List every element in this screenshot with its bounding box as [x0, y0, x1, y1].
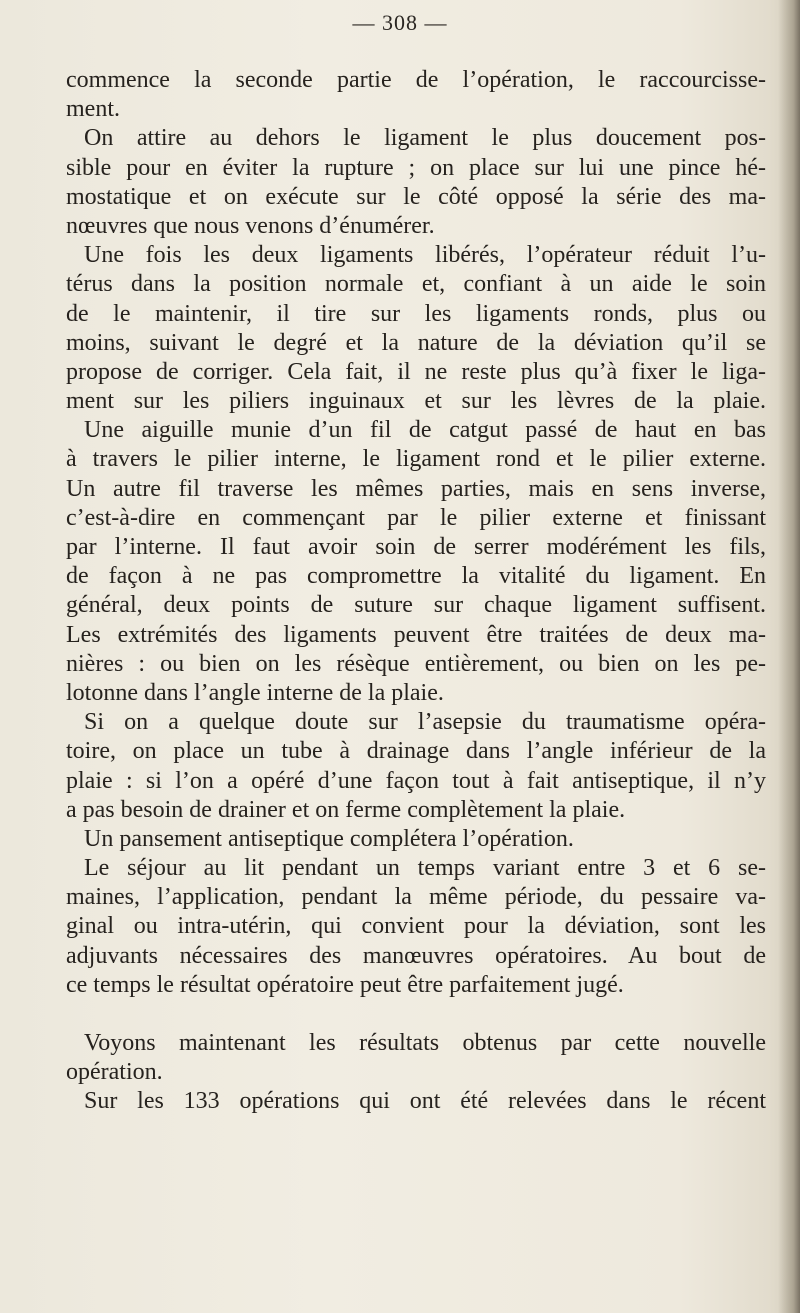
text-line: Voyons maintenant les résultats obtenus par cette nouvelle	[84, 1030, 766, 1056]
text-line: général, deux points de suture sur chaque ligament suffisent.	[66, 592, 766, 619]
paragraph-3	[66, 241, 766, 416]
text-line: mostatique et on exécute sur le côté opposé la série des ma-	[66, 183, 766, 210]
text-line: Sur les 133 opérations qui ont été relevées dans le récent	[84, 1088, 766, 1115]
page-number: — 308 —	[352, 10, 448, 35]
text-line: ment.	[66, 96, 120, 123]
text-line: par l’interne. Il faut avoir soin de serrer modérément les fils,	[66, 534, 766, 560]
text-line: On attire au dehors le ligament le plus doucement pos-	[84, 125, 766, 152]
text-line: adjuvants nécessaires des manœuvres opératoires. Au bout de	[66, 942, 766, 969]
text-line: ce temps le résultat opératoire peut être parfaitement jugé.	[66, 971, 624, 998]
text-line: Un autre fil traverse les mêmes parties, mais en sens inverse,	[66, 475, 766, 502]
text-line: Si on a quelque doute sur l’asepsie du traumatisme opéra-	[84, 709, 766, 736]
text-line: ment sur les piliers inguinaux et sur les lèvres de la plaie.	[66, 388, 766, 415]
paragraph-4	[66, 416, 766, 708]
body-text	[66, 66, 766, 1117]
text-line: moins, suivant le degré et la nature de la déviation qu’il se	[66, 329, 766, 356]
text-line: de le maintenir, il tire sur les ligaments ronds, plus ou	[66, 300, 766, 327]
paragraph-8	[66, 1029, 766, 1087]
paragraph-2	[66, 124, 766, 241]
text-line: ginal ou intra-utérin, qui convient pour la déviation, sont les	[66, 913, 766, 940]
text-line: Une fois les deux ligaments libérés, l’opérateur réduit l’u-	[84, 242, 766, 269]
text-line: c’est-à-dire en commençant par le pilier externe et finissant	[66, 504, 766, 531]
text-line: à travers le pilier interne, le ligament rond et le pilier externe.	[66, 446, 766, 473]
paragraph-9	[66, 1087, 766, 1116]
section-gap	[66, 1000, 766, 1029]
text-line: propose de corriger. Cela fait, il ne reste plus qu’à fixer le liga-	[66, 358, 766, 385]
text-line: commence la seconde partie de l’opération, le raccourcisse-	[66, 67, 766, 93]
text-line: toire, on place un tube à drainage dans l’angle inférieur de la	[66, 738, 766, 765]
text-line: Les extrémités des ligaments peuvent être traitées de deux ma-	[66, 621, 766, 648]
paragraph-7	[66, 854, 766, 1000]
paragraph-6	[66, 825, 766, 854]
text-line: de façon à ne pas compromettre la vitalité du ligament. En	[66, 563, 766, 590]
text-line: maines, l’application, pendant la même période, du pessaire va-	[66, 884, 766, 911]
text-line: nœuvres que nous venons d’énumérer.	[66, 212, 435, 239]
text-line: Le séjour au lit pendant un temps variant entre 3 et 6 se-	[84, 855, 766, 882]
paragraph-5	[66, 708, 766, 825]
text-line: plaie : si l’on a opéré d’une façon tout à fait antiseptique, il n’y	[66, 767, 766, 794]
text-line: térus dans la position normale et, confiant à un aide le soin	[66, 271, 766, 298]
text-line: sible pour en éviter la rupture ; on place sur lui une pince hé-	[66, 154, 766, 181]
text-line: nières : ou bien on les résèque entièrement, ou bien on les pe-	[66, 650, 766, 677]
text-line: Un pansement antiseptique complétera l’opération.	[84, 825, 574, 852]
text-line: Une aiguille munie d’un fil de catgut passé de haut en bas	[84, 417, 766, 444]
page-edge-shadow	[778, 0, 800, 1313]
text-line: lotonne dans l’angle interne de la plaie.	[66, 679, 444, 706]
text-line: opération.	[66, 1059, 163, 1086]
text-line: a pas besoin de drainer et on ferme complètement la plaie.	[66, 796, 626, 823]
paragraph-1	[66, 66, 766, 124]
